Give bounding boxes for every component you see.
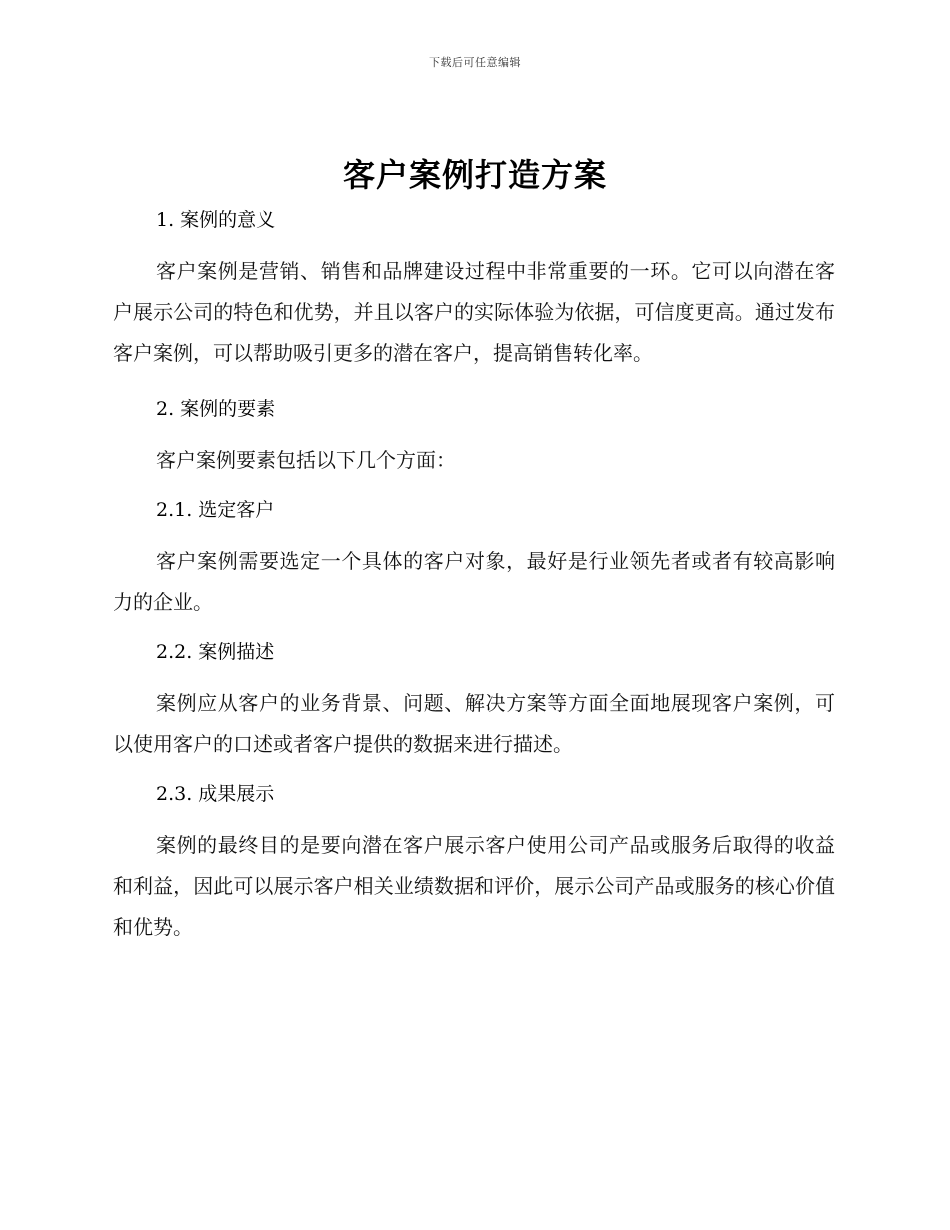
document-body — [113, 205, 835, 948]
section-heading-meaning: 1. 案例的意义 — [156, 209, 276, 231]
section-heading-case-description: 2.2. 案例描述 — [156, 641, 275, 663]
section-paragraph-elements: 客户案例要素包括以下几个方面： — [156, 448, 456, 472]
header-note: 下载后可任意编辑 — [429, 56, 521, 69]
section-heading-select-customer: 2.1. 选定客户 — [156, 499, 275, 521]
section-paragraph-case-description: 案例应从客户的业务背景、问题、解决方案等方面全面地展现客户案例，可以使用客户的口述或者客户提供的数据来进行描述。 — [113, 691, 835, 756]
section-heading-results: 2.3. 成果展示 — [156, 783, 275, 805]
section-paragraph-select-customer: 客户案例需要选定一个具体的客户对象，最好是行业领先者或者有较高影响力的企业。 — [113, 549, 835, 614]
section-heading-elements: 2. 案例的要素 — [156, 398, 276, 420]
section-paragraph-results: 案例的最终目的是要向潜在客户展示客户使用公司产品或服务后取得的收益和利益，因此可以展示客户相关业绩数据和评价，展示公司产品或服务的核心价值和优势。 — [113, 833, 835, 939]
section-paragraph-meaning: 客户案例是营销、销售和品牌建设过程中非常重要的一环。它可以向潜在客户展示公司的特色和优势，并且以客户的实际体验为依据，可信度更高。通过发布客户案例，可以帮助吸引更多的潜在客户，提高销售转化率。 — [113, 259, 835, 365]
document-title: 客户案例打造方案 — [342, 156, 607, 194]
